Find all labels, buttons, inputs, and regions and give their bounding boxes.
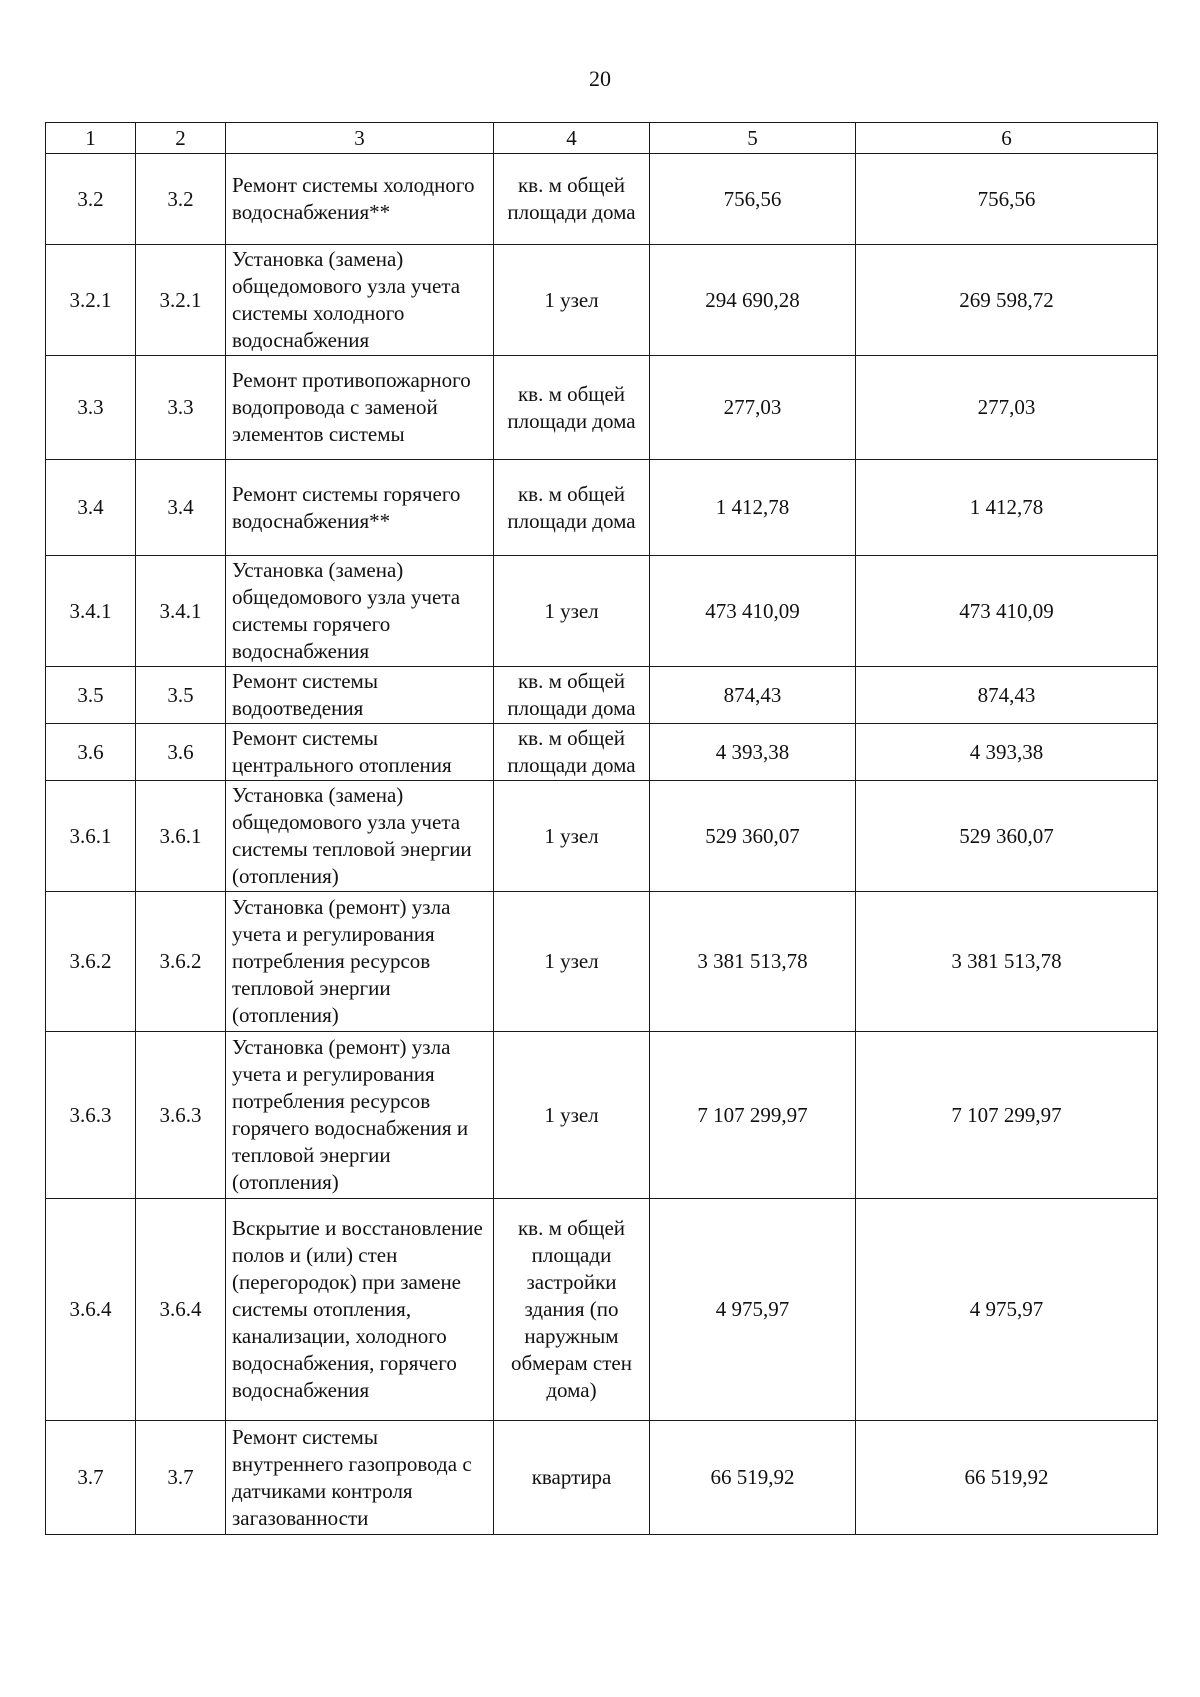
row-code: 3.5: [136, 667, 226, 724]
row-number: 3.5: [46, 667, 136, 724]
unit: квартира: [494, 1421, 650, 1535]
work-name: Установка (замена) общедомового узла учета системы тепловой энергии (отопления): [226, 781, 494, 892]
row-code: 3.6.4: [136, 1199, 226, 1421]
value-col6: 473 410,09: [856, 556, 1158, 667]
value-col5: 473 410,09: [650, 556, 856, 667]
row-number: 3.6.1: [46, 781, 136, 892]
row-number: 3.4: [46, 460, 136, 556]
column-header-3: 3: [226, 123, 494, 154]
value-col5: 4 393,38: [650, 724, 856, 781]
unit: 1 узел: [494, 245, 650, 356]
work-name: Установка (ремонт) узла учета и регулирования потребления ресурсов горячего водоснабжения и тепловой энергии (отопления): [226, 1032, 494, 1199]
unit: кв. м общей площади дома: [494, 667, 650, 724]
row-number: 3.6: [46, 724, 136, 781]
column-header-4: 4: [494, 123, 650, 154]
unit: кв. м общей площади дома: [494, 356, 650, 460]
work-name: Установка (замена) общедомового узла учета системы горячего водоснабжения: [226, 556, 494, 667]
column-header-2: 2: [136, 123, 226, 154]
value-col6: 269 598,72: [856, 245, 1158, 356]
work-name: Ремонт противопожарного водопровода с заменой элементов системы: [226, 356, 494, 460]
value-col6: 529 360,07: [856, 781, 1158, 892]
row-code: 3.3: [136, 356, 226, 460]
table-row: [46, 892, 1158, 1032]
value-col5: 3 381 513,78: [650, 892, 856, 1032]
column-header-6: 6: [856, 123, 1158, 154]
table-row: [46, 245, 1158, 356]
unit: кв. м общей площади застройки здания (по наружным обмерам стен дома): [494, 1199, 650, 1421]
row-number: 3.7: [46, 1421, 136, 1535]
value-col5: 4 975,97: [650, 1199, 856, 1421]
unit: кв. м общей площади дома: [494, 154, 650, 245]
value-col5: 7 107 299,97: [650, 1032, 856, 1199]
row-code: 3.2.1: [136, 245, 226, 356]
table-row: [46, 460, 1158, 556]
work-name: Ремонт системы горячего водоснабжения**: [226, 460, 494, 556]
row-code: 3.6.1: [136, 781, 226, 892]
value-col5: 294 690,28: [650, 245, 856, 356]
row-code: 3.4: [136, 460, 226, 556]
row-code: 3.7: [136, 1421, 226, 1535]
row-code: 3.6.3: [136, 1032, 226, 1199]
column-header-5: 5: [650, 123, 856, 154]
value-col6: 4 393,38: [856, 724, 1158, 781]
value-col6: 66 519,92: [856, 1421, 1158, 1535]
unit: 1 узел: [494, 892, 650, 1032]
value-col5: 66 519,92: [650, 1421, 856, 1535]
row-number: 3.2.1: [46, 245, 136, 356]
value-col6: 1 412,78: [856, 460, 1158, 556]
row-number: 3.6.2: [46, 892, 136, 1032]
unit: кв. м общей площади дома: [494, 724, 650, 781]
value-col5: 756,56: [650, 154, 856, 245]
table-row: [46, 1421, 1158, 1535]
value-col6: 3 381 513,78: [856, 892, 1158, 1032]
cost-table: [45, 122, 1158, 1535]
row-code: 3.6: [136, 724, 226, 781]
work-name: Установка (ремонт) узла учета и регулирования потребления ресурсов тепловой энергии (отопления): [226, 892, 494, 1032]
row-number: 3.3: [46, 356, 136, 460]
table-header-row: [46, 123, 1158, 154]
value-col5: 529 360,07: [650, 781, 856, 892]
value-col6: 277,03: [856, 356, 1158, 460]
unit: 1 узел: [494, 781, 650, 892]
column-header-1: 1: [46, 123, 136, 154]
row-number: 3.6.3: [46, 1032, 136, 1199]
value-col6: 756,56: [856, 154, 1158, 245]
row-code: 3.6.2: [136, 892, 226, 1032]
page-number: 20: [589, 66, 611, 91]
value-col5: 1 412,78: [650, 460, 856, 556]
row-code: 3.4.1: [136, 556, 226, 667]
row-number: 3.6.4: [46, 1199, 136, 1421]
table-row: [46, 667, 1158, 724]
table-row: [46, 724, 1158, 781]
row-code: 3.2: [136, 154, 226, 245]
table-row: [46, 1032, 1158, 1199]
value-col5: 874,43: [650, 667, 856, 724]
work-name: Ремонт системы центрального отопления: [226, 724, 494, 781]
unit: 1 узел: [494, 556, 650, 667]
table-row: [46, 781, 1158, 892]
table-row: [46, 1199, 1158, 1421]
table-row: [46, 556, 1158, 667]
work-name: Ремонт системы холодного водоснабжения**: [226, 154, 494, 245]
value-col5: 277,03: [650, 356, 856, 460]
value-col6: 4 975,97: [856, 1199, 1158, 1421]
table-row: [46, 356, 1158, 460]
table-row: [46, 154, 1158, 245]
value-col6: 874,43: [856, 667, 1158, 724]
value-col6: 7 107 299,97: [856, 1032, 1158, 1199]
row-number: 3.2: [46, 154, 136, 245]
work-name: Вскрытие и восстановление полов и (или) стен (перегородок) при замене системы отопления, канализации, холодного водоснабжения, горячего водоснабжения: [226, 1199, 494, 1421]
work-name: Установка (замена) общедомового узла учета системы холодного водоснабжения: [226, 245, 494, 356]
unit: кв. м общей площади дома: [494, 460, 650, 556]
unit: 1 узел: [494, 1032, 650, 1199]
work-name: Ремонт системы водоотведения: [226, 667, 494, 724]
work-name: Ремонт системы внутреннего газопровода с датчиками контроля загазованности: [226, 1421, 494, 1535]
row-number: 3.4.1: [46, 556, 136, 667]
